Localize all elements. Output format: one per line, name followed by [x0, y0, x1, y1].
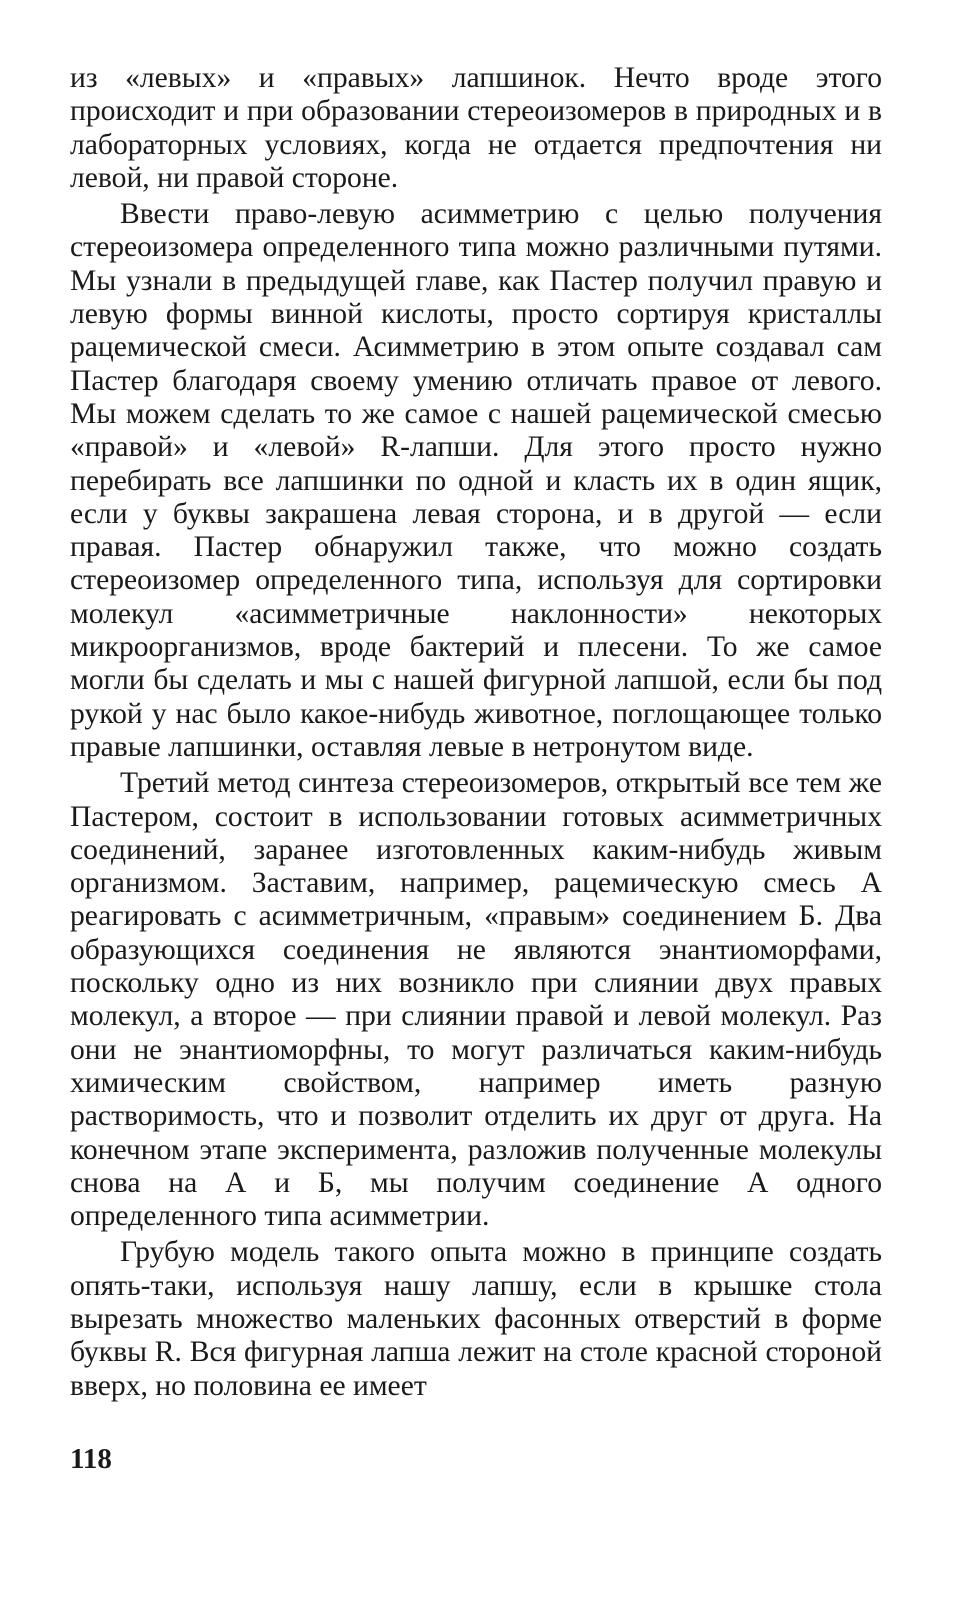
- page-body: [70, 62, 882, 1406]
- paragraph-1: из «левых» и «правых» лапшинок. Нечто вроде этого происходит и при образовании стереоизомеров в природных и в лабораторных условиях, когда не отдается предпочтения ни левой, ни правой стороне.: [70, 62, 882, 194]
- paragraph-3: Третий метод синтеза стереоизомеров, открытый все тем же Пастером, состоит в использовании готовых асимметричных соединений, заранее изготовленных каким-нибудь живым организмом. Заставим, например, рацемическую смесь А реагировать с асимметричным, «правым» соединением Б. Два образующихся соединения не являются энантиоморфами, поскольку одно из них возникло при слиянии двух правых молекул, а второе — при слиянии правой и левой молекул. Раз они не энантиоморфны, то могут различаться каким-нибудь химическим свойством, например иметь разную растворимость, что и позволит отделить их друг от друга. На конечном этапе эксперимента, разложив полученные молекулы снова на А и Б, мы получим соединение А одного определенного типа асимметрии.: [70, 767, 882, 1233]
- paragraph-4: Грубую модель такого опыта можно в принципе создать опять-таки, используя нашу лапшу, если в крышке стола вырезать множество маленьких фасонных отверстий в форме буквы R. Вся фигурная лапша лежит на столе красной стороной вверх, но половина ее имеет: [70, 1236, 882, 1402]
- page-number: 118: [70, 1443, 112, 1475]
- paragraph-2: Ввести право-левую асимметрию с целью получения стереоизомера определенного типа можно различными путями. Мы узнали в предыдущей главе, как Пастер получил правую и левую формы винной кислоты, просто сортируя кристаллы рацемической смеси. Асимметрию в этом опыте создавал сам Пастер благодаря своему умению отличать правое от левого. Мы можем сделать то же самое с нашей рацемической смесью «правой» и «левой» R-лапши. Для этого просто нужно перебирать все лапшинки по одной и класть их в один ящик, если у буквы закрашена левая сторона, и в другой — если правая. Пастер обнаружил также, что можно создать стереоизомер определенного типа, используя для сортировки молекул «асимметричные наклонности» некоторых микроорганизмов, вроде бактерий и плесени. То же самое могли бы сделать и мы с нашей фигурной лапшой, если бы под рукой у нас было какое-нибудь животное, поглощающее только правые лапшинки, оставляя левые в нетронутом виде.: [70, 198, 882, 763]
